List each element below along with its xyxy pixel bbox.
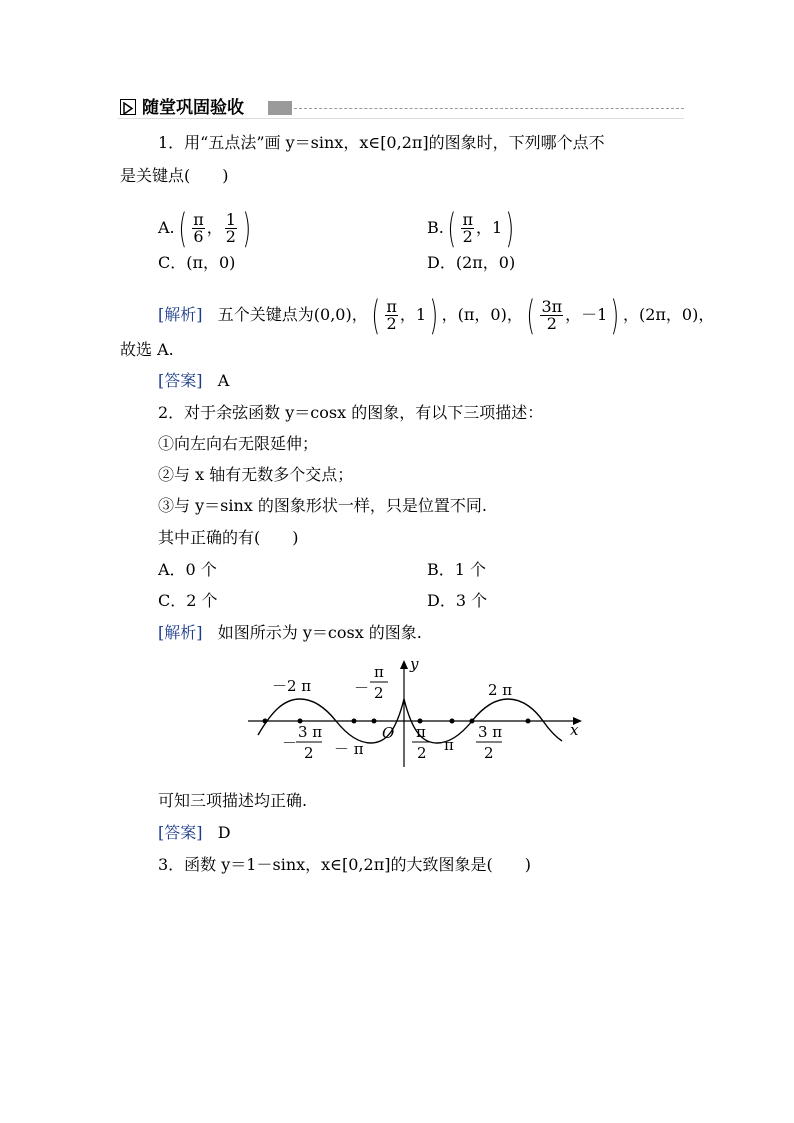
q2-item1: ①向左向右无限延伸；: [158, 434, 319, 453]
q2-analysis: [158, 623, 422, 643]
header-decor-block: [268, 101, 292, 115]
pt-pi: [450, 719, 455, 724]
q1-a-den2: 2: [225, 227, 236, 246]
q3-stem: 3．函数 y＝1－sinx，x∈[0,2π]的大致图象是( ): [158, 855, 531, 874]
q1-b-den: 2: [462, 227, 473, 246]
label-neg3pi2-sign: －: [282, 734, 298, 752]
q2-answer-tag: [答案]: [158, 823, 203, 842]
label-negpi2-num: π: [374, 663, 384, 681]
q1-ak4-num: 3π: [541, 297, 563, 316]
y-axis-arrow: [400, 660, 408, 669]
q1-analysis-text2: 故选 A.: [120, 340, 174, 359]
q1-ak3: (π，0)，: [457, 305, 523, 324]
q1-option-a: A.( $\frac{\pi}{6}$ ， $\frac{1}{2}$ ): [158, 205, 252, 252]
q1-a-den1: 6: [193, 227, 204, 246]
pt-3pi2: [470, 719, 475, 724]
origin-label: O: [382, 724, 395, 742]
q2-analysis-tag: [解析]: [158, 623, 203, 642]
label-pi: π: [444, 736, 454, 754]
q1-a-num1: π: [193, 210, 204, 229]
q1-ak2-y: 1: [415, 305, 427, 324]
q2-stem: 2．对于余弦函数 y＝cosx 的图象，有以下三项描述：: [158, 403, 544, 422]
q1-answer: [158, 371, 229, 391]
q2-item3: ③与 y＝sinx 的图象形状一样，只是位置不同.: [158, 496, 487, 515]
q1-ak4-den: 2: [546, 314, 557, 333]
q1-stem-line1: 1．用“五点法”画 y＝sinx，x∈[0,2π]的图象时，下列哪个点不: [158, 133, 605, 152]
q1-a-num2: 1: [225, 210, 236, 229]
q1-answer-value: A: [217, 371, 230, 390]
header-dashed-line: [294, 108, 684, 109]
q1-ak4-y: －1: [581, 305, 608, 324]
q1-option-a-label: A.: [158, 218, 175, 237]
q2-item2: ②与 x 轴有无数多个交点；: [158, 465, 354, 484]
label-3pi2-den: 2: [484, 744, 494, 762]
q2-analysis-text: 如图所示为 y＝cosx 的图象.: [217, 623, 422, 642]
q1-analysis: [解析] 五个关键点为(0,0)，( $\frac{\pi}{2}$ ，1) ，(π，0)，( $\frac{3\pi}{2}$ ，－1) ，(2π，0)，: [158, 292, 715, 339]
q1-ak5: ，(2π，0)，: [622, 305, 715, 324]
q1-option-b: B.( $\frac{\pi}{2}$ ，1): [427, 205, 515, 252]
label-negpi2-sign: －: [354, 679, 370, 697]
play-arrow-icon: [120, 99, 136, 115]
q2-option-a: A．0 个: [158, 560, 217, 579]
label-2pi: 2 π: [488, 681, 513, 699]
label-neg2pi: －2 π: [272, 677, 312, 695]
label-pi2-den: 2: [417, 744, 427, 762]
q1-option-d: D．(2π，0): [427, 253, 516, 272]
q1-option-c: C．(π，0): [158, 253, 236, 272]
label-pi2-num: π: [416, 723, 426, 741]
label-3pi2-num: 3 π: [478, 723, 503, 741]
q1-stem-line2: 是关键点( ): [120, 166, 229, 185]
q2-question: 其中正确的有( ): [158, 528, 299, 547]
label-neg3pi2-num: 3 π: [298, 723, 323, 741]
q2-option-d: D．3 个: [427, 591, 488, 610]
q2-option-b: B．1 个: [427, 560, 487, 579]
pt-neg3pi2: [263, 719, 268, 724]
q1-option-b-label: B.: [427, 218, 444, 237]
y-axis-label: y: [410, 655, 419, 673]
q2-conclusion: 可知三项描述均正确.: [158, 791, 308, 810]
q2-answer: [158, 823, 231, 843]
label-negpi2-den: 2: [374, 684, 384, 702]
q1-analysis-text1: 五个关键点为(0,0)，: [217, 305, 368, 324]
q1-b-num: π: [462, 210, 473, 229]
x-axis-label: x: [570, 721, 579, 739]
q1-ak2-den: 2: [386, 314, 397, 333]
q2-answer-value: D: [217, 823, 231, 842]
cosine-graph: [240, 655, 590, 775]
label-negpi: － π: [334, 740, 364, 758]
pt-2pi: [526, 719, 531, 724]
q1-answer-tag: [答案]: [158, 371, 203, 390]
q1-analysis-tag: [解析]: [158, 305, 203, 324]
q1-ak2-num: π: [386, 297, 397, 316]
header-divider: [118, 118, 684, 119]
pt-neg3pi2-b: [352, 719, 357, 724]
pt-negpi2: [372, 719, 377, 724]
q1-b-y: 1: [491, 218, 503, 237]
label-neg3pi2-den: 2: [304, 744, 314, 762]
section-header: [118, 97, 684, 119]
q2-option-c: C．2 个: [158, 591, 218, 610]
section-title: 随堂巩固验收: [142, 98, 244, 118]
